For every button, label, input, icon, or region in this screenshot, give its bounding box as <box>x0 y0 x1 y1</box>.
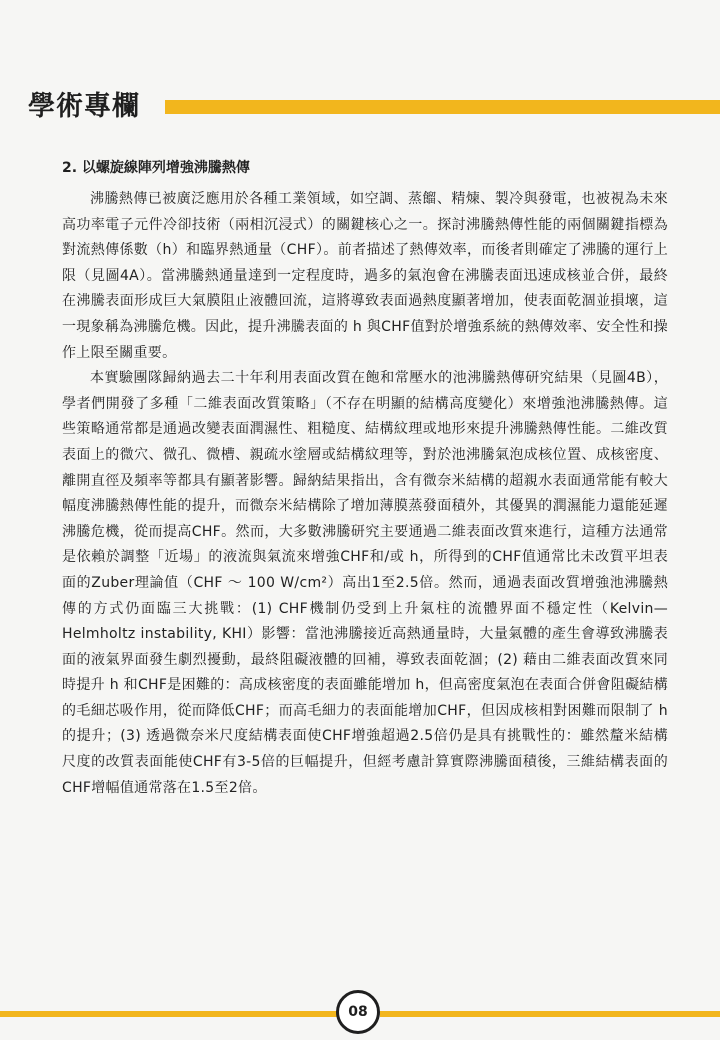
paragraph: 本實驗團隊歸納過去二十年利用表面改質在飽和常壓水的池沸騰熱傳研究結果（見圖4B），學者們開發了多種「二維表面改質策略」（不存在明顯的結構高度變化）來增強池沸騰熱傳。這些策略通常都是通過改變表面潤濕性、粗糙度、結構紋理或地形來提升沸騰熱傳性能。二維改質表面上的微穴、微孔、微槽、親疏水塗層或結構紋理等，對於池沸騰氣泡成核位置、成核密度、離開直徑及頻率等都具有顯著影響。歸納結果指出，含有微奈米結構的超親水表面通常能有較大幅度沸騰熱傳性能的提升，而微奈米結構除了增加薄膜蒸發面積外，其優異的潤濕能力還能延遲沸騰危機，從而提高CHF。然而，大多數沸騰研究主要通過二維表面改質來進行，這種方法通常是依賴於調整「近場」的液流與氣流來增強CHF和/或 h，所得到的CHF值通常比未改質平坦表面的Zuber理論值（CHF ～ 100 W/cm²）高出1至2.5倍。然而，通過表面改質增強池沸騰熱傳的方式仍面臨三大挑戰：(1) CHF機制仍受到上升氣柱的流體界面不穩定性（Kelvin—Helmholtz instability, KHI）影響：當池沸騰接近高熱通量時，大量氣體的產生會導致沸騰表面的液氣界面發生劇烈擾動，最終阻礙液體的回補，導致表面乾涸；(2) 藉由二維表面改質來同時提升 h 和CHF是困難的：高成核密度的表面雖能增加 h，但高密度氣泡在表面合併會阻礙結構的毛細芯吸作用，從而降低CHF；而高毛細力的表面能增加CHF，但因成核相對困難而限制了 h 的提升；(3) 透過微奈米尺度結構表面使CHF增強超過2.5倍仍是具有挑戰性的：雖然釐米結構尺度的改質表面能使CHF有3-5倍的巨幅提升，但經考慮計算實際沸騰面積後，三維結構表面的CHF增幅值通常落在1.5至2倍。 <box>62 370 668 796</box>
header-accent-bar <box>165 100 720 114</box>
page-number: 08 <box>336 990 380 1034</box>
column-title: 學術專欄 <box>28 91 140 122</box>
section-heading: 2. 以螺旋線陣列增強沸騰熱傳 <box>62 160 250 176</box>
article-body <box>62 158 668 801</box>
footer-accent-line-left <box>0 1011 340 1017</box>
paragraph: 沸騰熱傳已被廣泛應用於各種工業領域，如空調、蒸餾、精煉、製冷與發電，也被視為未來高功率電子元件冷卻技術（兩相沉浸式）的關鍵核心之一。探討沸騰熱傳性能的兩個關鍵指標為對流熱傳係數（h）和臨界熱通量（CHF）。前者描述了熱傳效率，而後者則確定了沸騰的運行上限（見圖4A）。當沸騰熱通量達到一定程度時，過多的氣泡會在沸騰表面迅速成核並合併，最終在沸騰表面形成巨大氣膜阻止液體回流，這將導致表面過熱度顯著增加，使表面乾涸並損壞，這一現象稱為沸騰危機。因此，提升沸騰表面的 h 與CHF值對於增強系統的熱傳效率、安全性和操作上限至關重要。 <box>62 191 668 361</box>
page-header <box>0 84 720 124</box>
footer-accent-line-right <box>380 1011 720 1017</box>
